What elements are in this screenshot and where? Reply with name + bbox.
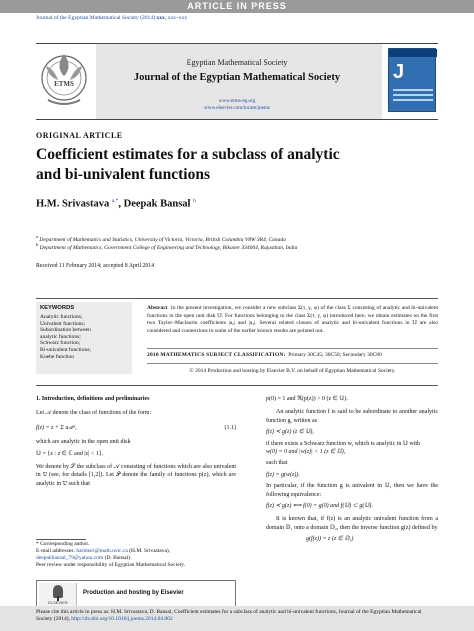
equation-unit-disk: 𝕌 = {z : z ∈ ℂ and |z| < 1}.: [36, 450, 104, 457]
journal-urls: [36, 98, 438, 112]
article-title: [36, 145, 456, 185]
keyword-item: Koebe function: [40, 353, 75, 360]
journal-cover-icon: J: [388, 48, 436, 112]
cite-text: Please cite this article in press as: H.M. Srivastava, D. Bansal, Coefficient estimates for a subclass of analytic and bi-univalent functions, Journal of the Egyptian Mathematical Society (2014),: [36, 609, 422, 622]
section-heading: 1. Introduction, definitions and preliminaries: [36, 396, 150, 402]
abstract-copyright: © 2014 Production and hosting by Elsevier B.V. on behalf of Egyptian Mathematical Society.: [189, 368, 396, 374]
equation-body: f(z) = z + Σ aₙzⁿ,: [36, 424, 77, 431]
elsevier-logo-text: ELSEVIER: [48, 600, 68, 605]
right-column: [266, 395, 438, 544]
keywords-box: [36, 302, 132, 374]
keyword-item: analytic functions;: [40, 333, 81, 340]
paragraph: An analytic function f is said to be subordinate to another analytic function g, written as: [266, 409, 438, 424]
elsevier-logo-icon: [39, 583, 77, 606]
paragraph: which are analytic in the open unit disk: [36, 439, 131, 446]
keyword-item: Subordination between: [40, 327, 91, 334]
affiliation-a: $^a$ Department of Mathematics and Statistics, University of Victoria, Victoria, British Columbia V8W 3R4, Canada: [36, 234, 286, 243]
received-dates: Received 11 February 2014; accepted 8 April 2014: [36, 263, 155, 269]
abstract-top-rule: [36, 298, 438, 299]
journal-header: [36, 43, 438, 120]
paragraph: It is known that, if f(z) is an analytic univalent function from a domain 𝔻₁ onto a domain 𝔻₂, then the inverse function g(z) defined by: [266, 516, 438, 531]
equation-subordination: f(z) ≺ g(z) (z ∈ 𝕌),: [266, 429, 314, 436]
keyword-item: Schwarz function;: [40, 340, 81, 347]
author-1: H.M. Srivastava: [36, 198, 110, 210]
email-link-2[interactable]: deepakbansal_79@yahoo.com: [36, 555, 104, 561]
title-line-2: and bi-univalent functions: [36, 166, 210, 183]
footnotes: [36, 541, 216, 569]
body-top-rule: [36, 385, 438, 386]
abstract-divider: [147, 348, 438, 349]
footnote-rule: [36, 539, 86, 540]
paragraph: In particular, if the function g is univalent in 𝕌, then we have the following equivalence:: [266, 483, 438, 498]
logo-text: ETMS: [54, 80, 74, 88]
keyword-item: Bi-univalent functions;: [40, 346, 91, 353]
citation-prefix: Journal of the Egyptian Mathematical Society (2014): [36, 15, 157, 21]
abstract-heading: Abstract: [147, 305, 168, 311]
equation-number: (1.1): [224, 424, 236, 431]
citation-suffix: , xxx–xxx: [164, 15, 188, 21]
msc-divider: [147, 363, 438, 364]
equation-composition: f(z) = g(w(z)).: [266, 471, 300, 478]
msc-classification: [147, 352, 438, 358]
paragraph: Let 𝒜 denote the class of functions of the form:: [36, 410, 152, 417]
citation-volume: xxx: [156, 15, 165, 21]
cite-this-article-box: [0, 606, 474, 631]
author-2: Deepak Bansal: [123, 198, 191, 210]
article-in-press-banner: ARTICLE IN PRESS: [0, 0, 474, 13]
equation-schwarz: w(0) = 0 and |w(z)| < 1 (z ∈ 𝕌),: [266, 449, 346, 456]
authors: [36, 198, 196, 210]
paragraph: if there exists a Schwarz function w, which is analytic in 𝕌 with: [266, 440, 421, 447]
equation-1-1: [36, 424, 236, 432]
paragraph: We denote by 𝒮 the subclass of 𝒜 consisting of functions which are also univalent in 𝕌 (see, for details [1,2]). Let 𝒫 denote the family of functions p(z), which are analytic in 𝕌 such that: [36, 464, 236, 487]
author-separator: ,: [118, 198, 124, 210]
abstract-text: In the present investigation, we consider a new subclass Σ(τ, γ, φ) of the class Σ consisting of analytic and bi-univalent functions in the open unit disk 𝕌. For functions belonging to the class Σ(τ, γ, φ) introduced here, we obtain estimates on the first two Taylor–Maclaurin coefficients |a₂| and |a₃|. Several related classes of analytic and bi-univalent functions in 𝕌 are also considered and connections to some of the earlier known results are pointed out.: [147, 305, 439, 334]
title-line-1: Coefficient estimates for a subclass of analytic: [36, 146, 340, 163]
author-1-marks[interactable]: a,*: [111, 198, 119, 204]
abstract: [147, 305, 438, 335]
email-note: E-mail addresses: harimsri@math.uvic.ca (H.M. Srivastava), deepakbansal_79@yahoo.com (D. Bansal).: [36, 548, 171, 561]
left-column: [36, 395, 236, 488]
equation-p-class: p(0) = 1 and ℜ(p(z)) > 0 (z ∈ 𝕌).: [266, 396, 348, 402]
equation-inverse: g(f(z)) = z (z ∈ 𝔻₁): [306, 536, 354, 543]
corresponding-author-note: * Corresponding author.: [36, 541, 90, 547]
msc-value: Primary 30C45; 30C50; Secondary 30C80: [288, 352, 382, 358]
author-2-marks[interactable]: b: [193, 198, 196, 204]
keyword-item: Univalent functions;: [40, 320, 86, 327]
article-type: ORIGINAL ARTICLE: [36, 131, 123, 140]
journal-url-1[interactable]: www.etms-eg.org: [218, 98, 256, 104]
keyword-item: Analytic functions;: [40, 314, 83, 320]
paragraph: such that: [266, 460, 288, 467]
cite-doi-link[interactable]: http://dx.doi.org/10.1016/j.joems.2014.04.002: [71, 616, 173, 622]
publisher-text: Production and hosting by Elsevier: [83, 590, 184, 596]
journal-citation-line: [36, 15, 187, 21]
email-link-1[interactable]: harimsri@math.uvic.ca: [76, 548, 128, 554]
journal-url-2[interactable]: www.elsevier.com/locate/joems: [204, 105, 270, 111]
peer-review-note: Peer review under responsibility of Egyptian Mathematical Society.: [36, 562, 186, 568]
society-name: Egyptian Mathematical Society: [186, 58, 288, 67]
equation-equivalence: f(z) ≺ g(z) ⟺ f(0) = g(0) and f(𝕌) ⊂ g(𝕌).: [266, 503, 373, 510]
publisher-box: [36, 580, 236, 608]
msc-label: 2010 MATHEMATICS SUBJECT CLASSIFICATION:: [147, 352, 286, 358]
journal-name: Journal of the Egyptian Mathematical Society: [133, 72, 341, 83]
keywords-heading: KEYWORDS: [40, 305, 75, 311]
affiliation-b: $^b$ Department of Mathematics, Government College of Engineering and Technology, Bikaner 334004, Rajasthan, India: [36, 242, 298, 251]
